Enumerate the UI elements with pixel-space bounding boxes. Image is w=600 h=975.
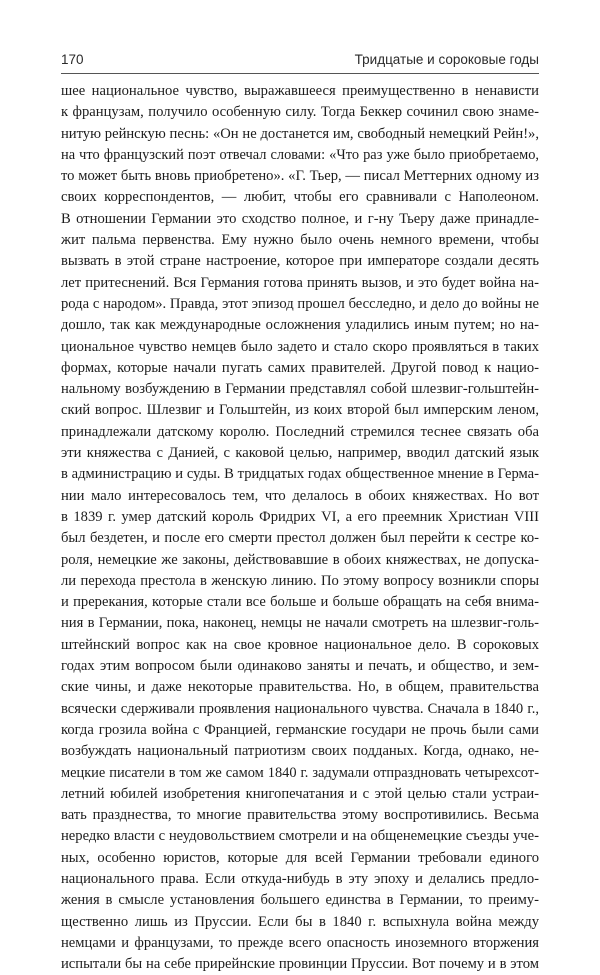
text-line: в администрацию и суды. В тридцатых годах общественное мнение в Герма- — [61, 466, 539, 483]
text-line: дошло, так как международные осложнения уладились иным путем; но на- — [61, 317, 539, 334]
text-line: когда грозила война с Францией, германские государи не прочь были сами — [61, 721, 539, 738]
text-line: жит пальма первенства. Ему нужно было очень немного времени, чтобы — [61, 232, 539, 249]
text-line: к французам, получило особенную силу. Тогда Беккер сочинил свою знаме- — [61, 104, 539, 121]
text-line: штейнский вопрос как на свое кровное национальное дело. В сороковых — [61, 636, 539, 653]
text-line: вызвать в этой стране настроение, которое при императоре создали десять — [61, 253, 539, 270]
text-line: то может быть вновь приобретено». «Г. Тьер, — писал Меттерних одному из — [61, 168, 539, 185]
text-line: всячески сдерживали проявления национального чувства. Сначала в 1840 г., — [61, 700, 539, 717]
text-line: ния в Германии, пока, наконец, немцы не начали смотреть на шлезвиг-голь- — [61, 615, 539, 632]
text-line: нитую рейнскую песнь: «Он не достанется им, свободный немецкий Рейн!», — [61, 125, 539, 142]
text-line: рода с народом». Правда, этот эпизод прошел бесследно, и дело до войны не — [61, 295, 539, 312]
text-line: щественно лишь из Пруссии. Если бы в 1840 г. вспыхнула война между — [61, 913, 539, 930]
text-line: годах этим вопросом были одинаково заняты и печать, и общество, и зем- — [61, 658, 539, 675]
text-line: в 1839 г. умер датский король Фридрих VI, а его преемник Христиан VIII — [61, 508, 539, 525]
text-line: циональное чувство немцев было задето и стало скоро проявляться в таких — [61, 338, 539, 355]
text-line: ли перехода престола в женскую линию. По этому вопросу возникли споры — [61, 572, 539, 589]
text-line: принадлежали датскому королю. Последний стремился теснее связать оба — [61, 423, 539, 440]
header-rule — [61, 73, 539, 74]
text-line: лет притеснений. Вся Германия готова принять вызов, и это будет война на- — [61, 274, 539, 291]
text-line: вать празднества, то многие правительства этому воспротивились. Весьма — [61, 807, 539, 824]
text-line: на что французский поэт отвечал словами: «Что раз уже было приобретаемо, — [61, 146, 539, 163]
page-number: 170 — [61, 52, 84, 67]
text-line: летний юбилей изобретения книгопечатания и с этой целью стали устраи- — [61, 785, 539, 802]
text-line: немцами и французами, то прежде всего опасность иноземного вторжения — [61, 934, 539, 951]
text-line: ские чины, и даже некоторые правительства. Но, в общем, правительства — [61, 679, 539, 696]
text-line: национального права. Если откуда-нибудь в эту эпоху и делались предло- — [61, 870, 539, 887]
text-line: эти княжества с Данией, с каковой целью, например, вводил датский язык — [61, 445, 539, 462]
text-line: и пререкания, которые стали все больше и больше обращать на себя внима- — [61, 594, 539, 611]
text-line: испытали бы на себе прирейнские провинции Пруссии. Вот почему и в этом — [61, 956, 539, 973]
text-line: мецкие писатели в том же самом 1840 г. задумали отпраздновать четырехсот- — [61, 764, 539, 781]
text-line: жения в смысле установления большего единства в Германии, то преиму- — [61, 892, 539, 909]
running-header — [61, 52, 539, 72]
text-line: возбуждать национальный патриотизм своих подданых. Когда, однако, не- — [61, 743, 539, 760]
text-line: нальному возбуждению в Германии представлял собой шлезвиг-гольштейн- — [61, 381, 539, 398]
body-text — [61, 81, 539, 975]
text-line: был бездетен, и после его смерти престол должен был перейти к сестре ко- — [61, 530, 539, 547]
text-line: нии мало интересовалось тем, что делалось в обоих княжествах. Но вот — [61, 487, 539, 504]
text-line: ский вопрос. Шлезвиг и Гольштейн, из коих второй был имперским леном, — [61, 402, 539, 419]
text-line: своих корреспондентов, — любит, чтобы его сравнивали с Наполеоном. — [61, 189, 539, 206]
text-line: роля, немецкие же законы, действовавшие в обоих княжествах, не допуска- — [61, 551, 539, 568]
text-line: В отношении Германии это сходство полное, и г-ну Тьеру даже принадле- — [61, 210, 539, 227]
text-line: шее национальное чувство, выражавшееся преимущественно в ненависти — [61, 83, 539, 99]
running-title: Тридцатые и сороковые годы — [354, 52, 539, 67]
text-line: нередко власти с неудовольствием смотрели и на общенемецкие съезды уче- — [61, 828, 539, 845]
text-line: ных, особенно юристов, которые для всей Германии требовали единого — [61, 849, 539, 866]
text-line: формах, которые начали пугать самих правителей. Другой повод к нацио- — [61, 359, 539, 376]
